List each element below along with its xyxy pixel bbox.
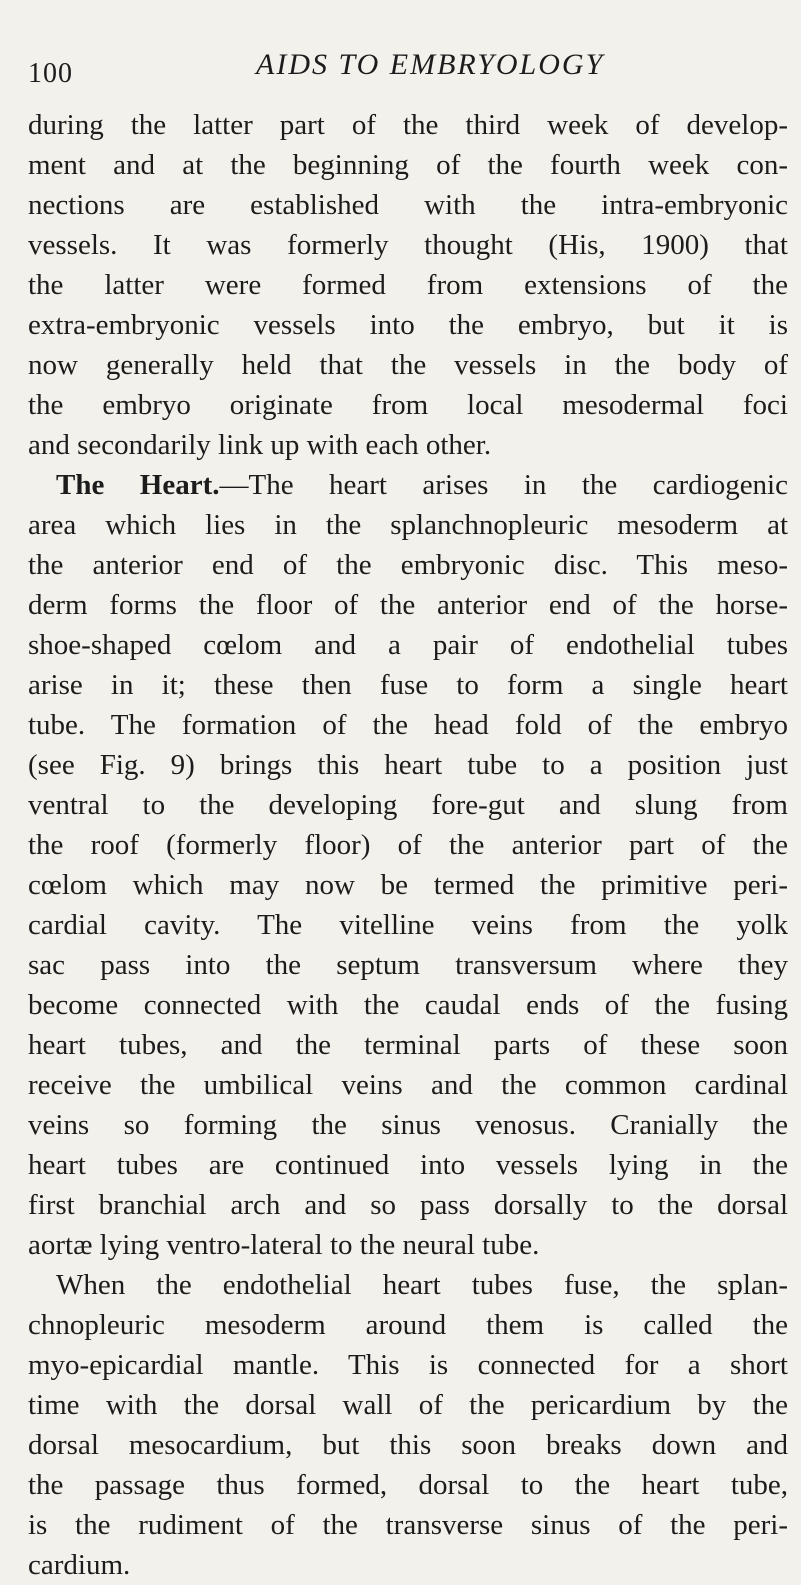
page-number: 100 — [28, 58, 73, 89]
text-line: area which lies in the splanchnopleuric mesoderm at — [28, 509, 788, 541]
text-line: the embryo originate from local mesodermal foci — [28, 389, 788, 421]
text-line: now generally held that the vessels in the body of — [28, 349, 788, 381]
section-heading: The Heart. — [56, 469, 220, 501]
text-line: tube. The formation of the head fold of the embryo — [28, 709, 788, 741]
text-line: vessels. It was formerly thought (His, 1900) that — [28, 229, 788, 261]
text-line: during the latter part of the third week of develop- — [28, 109, 788, 141]
text-line: myo-epicardial mantle. This is connected for a short — [28, 1349, 788, 1381]
text-line: ment and at the beginning of the fourth week con- — [28, 149, 788, 181]
text-line: veins so forming the sinus venosus. Cranially the — [28, 1109, 788, 1141]
text-line: and secondarily link up with each other. — [28, 429, 492, 461]
text-line: extra-embryonic vessels into the embryo, but it is — [28, 309, 788, 341]
text-line: the anterior end of the embryonic disc. This meso- — [28, 549, 788, 581]
text-line: receive the umbilical veins and the common cardinal — [28, 1069, 788, 1101]
text-line: dorsal mesocardium, but this soon breaks down and — [28, 1429, 788, 1461]
text-line: first branchial arch and so pass dorsally to the dorsal — [28, 1189, 788, 1221]
text-line: heart tubes are continued into vessels lying in the — [28, 1149, 788, 1181]
text-line: time with the dorsal wall of the pericardium by the — [28, 1389, 788, 1421]
text-line: become connected with the caudal ends of the fusing — [28, 989, 788, 1021]
text-line: heart tubes, and the terminal parts of these soon — [28, 1029, 788, 1061]
text-line: is the rudiment of the transverse sinus of the peri- — [28, 1509, 788, 1541]
text-line: aortæ lying ventro-lateral to the neural tube. — [28, 1229, 540, 1261]
text-line: ventral to the developing fore-gut and slung from — [28, 789, 788, 821]
text-line: (see Fig. 9) brings this heart tube to a position just — [28, 749, 788, 781]
section-heading-line — [28, 465, 788, 505]
text-line: derm forms the floor of the anterior end of the horse- — [28, 589, 788, 621]
text-line: the latter were formed from extensions of the — [28, 269, 788, 301]
text-line: cardial cavity. The vitelline veins from the yolk — [28, 909, 788, 941]
text-line: shoe-shaped cœlom and a pair of endothelial tubes — [28, 629, 788, 661]
text-line: the passage thus formed, dorsal to the heart tube, — [28, 1469, 788, 1501]
text-line: cardium. — [28, 1549, 131, 1581]
text-line: sac pass into the septum transversum where they — [28, 949, 788, 981]
text-line: arise in it; these then fuse to form a single heart — [28, 669, 788, 701]
running-head: AIDS TO EMBRYOLOGY — [256, 48, 605, 81]
text-line: the roof (formerly floor) of the anterior part of the — [28, 829, 788, 861]
page-header — [28, 48, 788, 88]
text-line: nections are established with the intra-embryonic — [28, 189, 788, 221]
text-line: When the endothelial heart tubes fuse, the splan- — [56, 1269, 788, 1301]
text-line: cœlom which may now be termed the primitive peri- — [28, 869, 788, 901]
heading-line-text: —The heart arises in the cardiogenic — [219, 469, 788, 501]
body-text — [28, 105, 788, 1585]
text-line: chnopleuric mesoderm around them is called the — [28, 1309, 788, 1341]
